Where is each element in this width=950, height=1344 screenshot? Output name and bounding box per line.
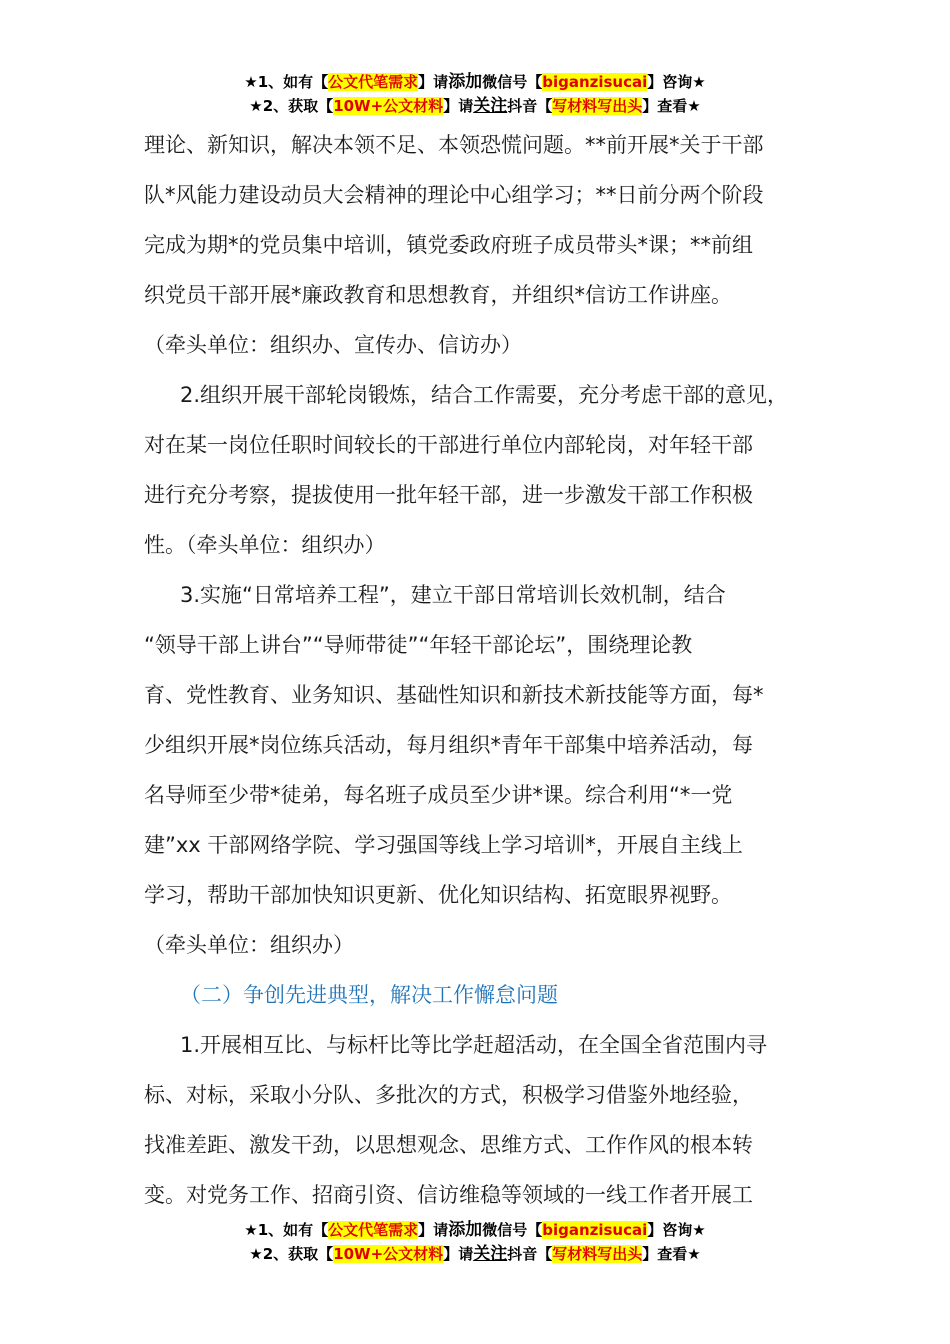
promo-text: 】请 bbox=[443, 1245, 474, 1263]
body-line: 少组织开展*岗位练兵活动，每月组织*青年干部集中培养活动，每 bbox=[144, 733, 753, 757]
promo-emphasis: 添加 bbox=[448, 72, 483, 92]
footer-promo-banner bbox=[0, 1218, 950, 1266]
body-line: 找准差距、激发干劲，以思想观念、思维方式、工作作风的根本转 bbox=[144, 1133, 753, 1157]
promo-emphasis: 关注 bbox=[473, 96, 508, 116]
body-line: 建”xx 干部网络学院、学习强国等线上学习培训*，开展自主线上 bbox=[144, 833, 743, 857]
promo-text: 】请 bbox=[443, 97, 474, 115]
promo-text: ★1、如有【 bbox=[244, 73, 329, 91]
promo-highlight-douyin-id: 写材料写出头 bbox=[552, 1245, 643, 1263]
body-line: 3.实施“日常培养工程”，建立干部日常培训长效机制，结合 bbox=[180, 583, 726, 607]
body-line: 2.组织开展干部轮岗锻炼，结合工作需要，充分考虑干部的意见， bbox=[180, 383, 789, 407]
promo-line-2 bbox=[0, 1242, 950, 1266]
body-line: 性。（牵头单位：组织办） bbox=[144, 533, 386, 557]
promo-line-2 bbox=[0, 94, 950, 118]
body-line: 队*风能力建设动员大会精神的理论中心组学习；**日前分两个阶段 bbox=[144, 183, 764, 207]
promo-highlight: 10W+公文材料 bbox=[333, 97, 444, 115]
body-line: 育、党性教育、业务知识、基础性知识和新技术新技能等方面，每* bbox=[144, 683, 764, 707]
body-line: “领导干部上讲台”“导师带徒”“年轻干部论坛”，围绕理论教 bbox=[144, 633, 693, 657]
promo-highlight: 10W+公文材料 bbox=[333, 1245, 444, 1263]
promo-text: 】请 bbox=[418, 1221, 449, 1239]
promo-text: ★1、如有【 bbox=[244, 1221, 329, 1239]
document-body bbox=[144, 120, 824, 1220]
section-heading: （二）争创先进典型，解决工作懈怠问题 bbox=[180, 983, 558, 1007]
promo-highlight: 公文代笔需求 bbox=[328, 73, 419, 91]
body-line: 变。对党务工作、招商引资、信访维稳等领域的一线工作者开展工 bbox=[144, 1183, 753, 1207]
promo-text: 抖音【 bbox=[507, 97, 553, 115]
promo-emphasis: 添加 bbox=[448, 1220, 483, 1240]
promo-line-1 bbox=[0, 1218, 950, 1242]
promo-highlight-wechat-id: biganzisucai bbox=[542, 73, 648, 91]
body-line: 织党员干部开展*廉政教育和思想教育，并组织*信访工作讲座。 bbox=[144, 283, 732, 307]
body-line: 名导师至少带*徒弟，每名班子成员至少讲*课。综合利用“*一党 bbox=[144, 783, 733, 807]
body-line: 进行充分考察，提拔使用一批年轻干部，进一步激发干部工作积极 bbox=[144, 483, 753, 507]
body-line: （牵头单位：组织办、宣传办、信访办） bbox=[144, 333, 522, 357]
promo-line-1 bbox=[0, 70, 950, 94]
body-line: 标、对标，采取小分队、多批次的方式，积极学习借鉴外地经验， bbox=[144, 1083, 753, 1107]
body-line: 完成为期*的党员集中培训，镇党委政府班子成员带头*课；**前组 bbox=[144, 233, 753, 257]
promo-highlight-douyin-id: 写材料写出头 bbox=[552, 97, 643, 115]
body-line: 学习，帮助干部加快知识更新、优化知识结构、拓宽眼界视野。 bbox=[144, 883, 732, 907]
promo-text: 】查看★ bbox=[642, 97, 701, 115]
promo-emphasis: 关注 bbox=[473, 1244, 508, 1264]
promo-text: 】查看★ bbox=[642, 1245, 701, 1263]
promo-text: 抖音【 bbox=[507, 1245, 553, 1263]
promo-text: ★2、获取【 bbox=[249, 97, 334, 115]
body-line: 理论、新知识，解决本领不足、本领恐慌问题。**前开展*关于干部 bbox=[144, 133, 764, 157]
promo-text: 微信号【 bbox=[482, 73, 543, 91]
body-line: 1.开展相互比、与标杆比等比学赶超活动，在全国全省范围内寻 bbox=[180, 1033, 768, 1057]
promo-text: 】咨询★ bbox=[647, 73, 706, 91]
body-line: 对在某一岗位任职时间较长的干部进行单位内部轮岗，对年轻干部 bbox=[144, 433, 753, 457]
promo-text: 微信号【 bbox=[482, 1221, 543, 1239]
promo-highlight-wechat-id: biganzisucai bbox=[542, 1221, 648, 1239]
header-promo-banner bbox=[0, 70, 950, 118]
body-line: （牵头单位：组织办） bbox=[144, 933, 354, 957]
promo-text: 】请 bbox=[418, 73, 449, 91]
promo-text: ★2、获取【 bbox=[249, 1245, 334, 1263]
promo-text: 】咨询★ bbox=[647, 1221, 706, 1239]
promo-highlight: 公文代笔需求 bbox=[328, 1221, 419, 1239]
